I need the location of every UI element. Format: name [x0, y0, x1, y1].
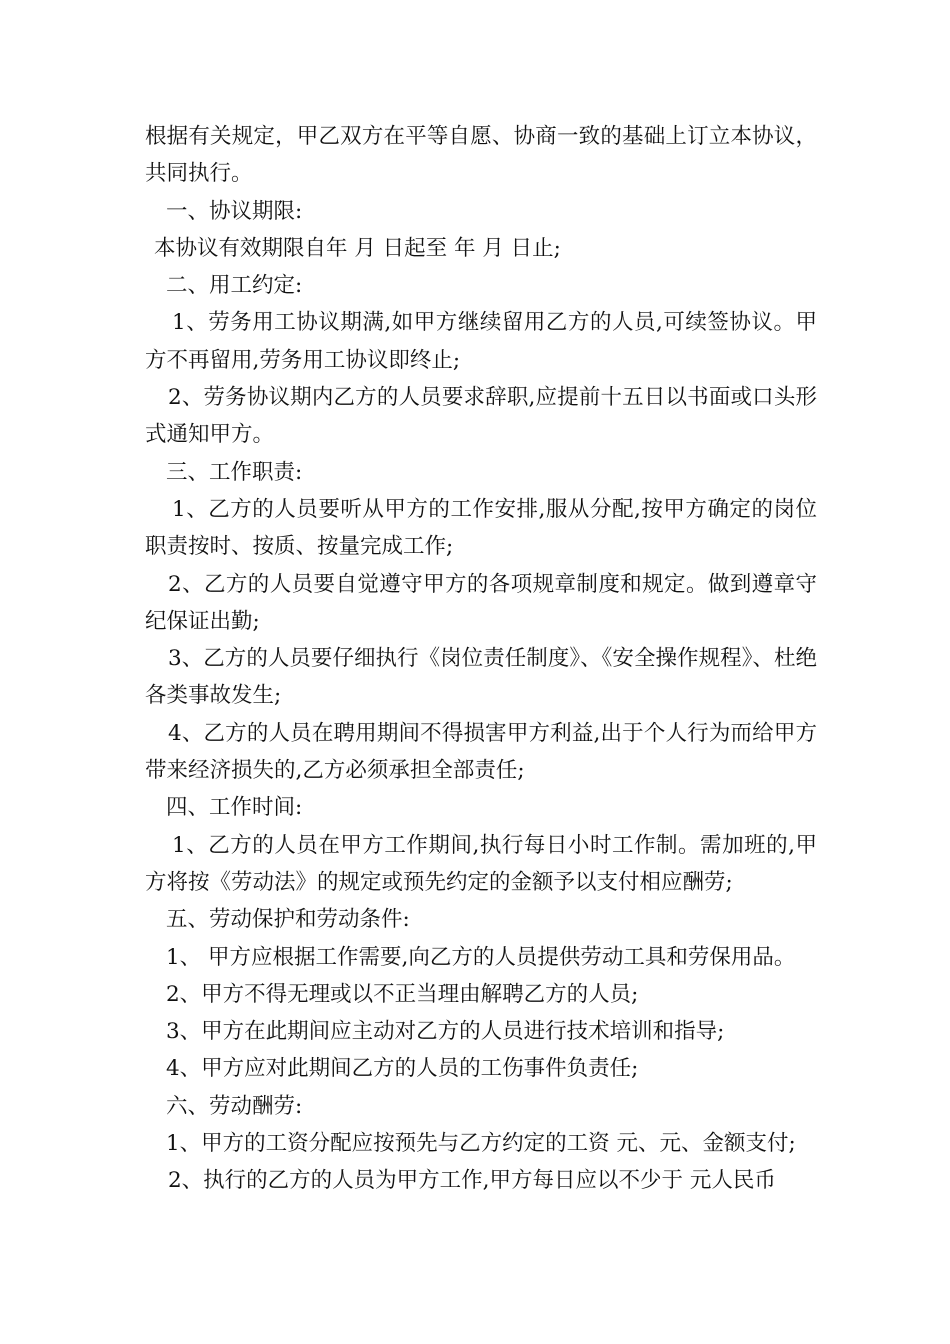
employment-clause-2: 2、劳务协议期内乙方的人员要求辞职,应提前十五日以书面或口头形式通知甲方。: [145, 385, 817, 448]
section-heading-duties: 三、工作职责:: [166, 459, 303, 485]
duties-clause-3: 3、乙方的人员要仔细执行《岗位责任制度》、《安全操作规程》、杜绝各类事故发生;: [145, 646, 817, 709]
remuneration-clause-1: 1、甲方的工资分配应按预先与乙方约定的工资 元、元、金额支付;: [166, 1131, 796, 1157]
intro-paragraph: 根据有关规定，甲乙双方在平等自愿、协商一致的基础上订立本协议，共同执行。: [145, 124, 817, 187]
protection-clause-3: 3、甲方在此期间应主动对乙方的人员进行技术培训和指导;: [166, 1019, 725, 1045]
hours-clause-1: 1、乙方的人员在甲方工作期间,执行每日小时工作制。需加班的,甲方将按《劳动法》的规定或预先约定的金额予以支付相应酬劳;: [145, 832, 817, 895]
protection-clause-1: 1、 甲方应根据工作需要,向乙方的人员提供劳动工具和劳保用品。: [166, 944, 796, 970]
duties-clause-2: 2、乙方的人员要自觉遵守甲方的各项规章制度和规定。做到遵章守纪保证出勤;: [145, 571, 817, 634]
remuneration-clause-2: 2、执行的乙方的人员为甲方工作,甲方每日应以不少于 元人民币: [168, 1168, 776, 1194]
duties-clause-1: 1、乙方的人员要听从甲方的工作安排,服从分配,按甲方确定的岗位职责按时、按质、按量完成工作;: [145, 496, 817, 560]
term-clause: 本协议有效期限自年 月 日起至 年 月 日止;: [154, 235, 561, 261]
section-heading-protection: 五、劳动保护和劳动条件:: [166, 907, 410, 933]
section-heading-term: 一、协议期限:: [166, 198, 303, 224]
section-heading-employment: 二、用工约定:: [166, 273, 303, 299]
protection-clause-4: 4、甲方应对此期间乙方的人员的工伤事件负责任;: [166, 1056, 639, 1082]
section-heading-remuneration: 六、劳动酬劳:: [166, 1093, 303, 1119]
section-heading-hours: 四、工作时间:: [166, 795, 303, 821]
duties-clause-4: 4、乙方的人员在聘用期间不得损害甲方利益,出于个人行为而给甲方带来经济损失的,乙方必须承担全部责任;: [145, 720, 817, 784]
employment-clause-1: 1、劳务用工协议期满,如甲方继续留用乙方的人员,可续签协议。甲方不再留用,劳务用工协议即终止;: [145, 310, 817, 373]
protection-clause-2: 2、甲方不得无理或以不正当理由解聘乙方的人员;: [166, 981, 639, 1007]
document-body: [145, 118, 817, 1200]
